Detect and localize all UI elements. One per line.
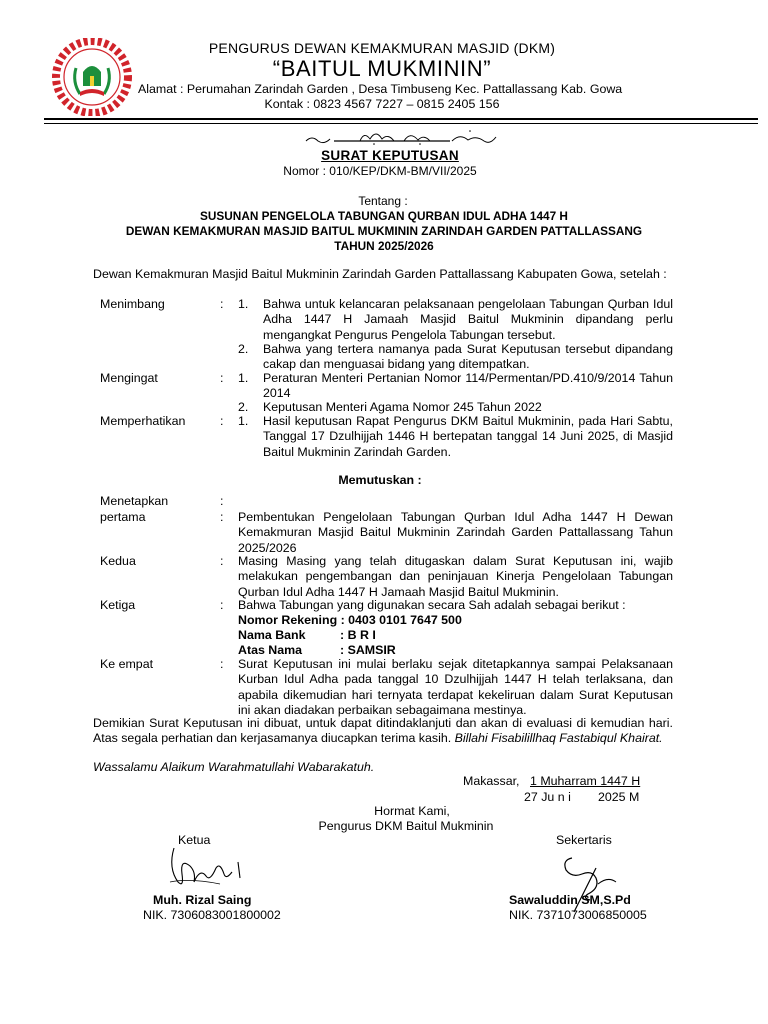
item-number: 1. xyxy=(238,371,249,385)
signer-1-nik: NIK. 7306083001800002 xyxy=(143,908,281,922)
menimbang-item-2: Bahwa yang tertera namanya pada Surat Keputusan tersebut dipandang cakap dan menguasai bidang yang ditempatkan. xyxy=(263,342,673,372)
account-holder-label: Atas Nama xyxy=(238,643,303,657)
basmalah-calligraphy xyxy=(300,125,500,147)
colon: : xyxy=(220,657,224,671)
closing-paragraph xyxy=(93,716,673,747)
hormat-kami: Hormat Kami, xyxy=(374,804,450,818)
colon: : xyxy=(220,598,224,612)
header-divider xyxy=(44,118,758,120)
keempat-text: Surat Keputusan ini mulai berlaku sejak ditetapkannya sampai Pelaksanaan Kurban Idul Adha pada tanggal 10 Dzulhijjah 1447 H telah terlaksana, dan apabila dikemudian hari ternyata terdapat kekeliruan dalam Surat Keputusan ini akan diadakan perbaikan sebagaimana mestinya. xyxy=(238,657,673,718)
account-number: Nomor Rekening : 0403 0101 7647 500 xyxy=(238,613,462,627)
signer-1-name: Muh. Rizal Saing xyxy=(153,893,252,907)
pertama-text: Pembentukan Pengelolaan Tabungan Qurban Idul Adha 1447 H Dewan Kemakmuran Masjid Baitul Mukminin Zarindah Garden Pattallassang Tahun 2025/2026 xyxy=(238,510,673,555)
dkm-logo xyxy=(50,38,134,116)
menimbang-label: Menimbang xyxy=(100,297,165,311)
org-address: Alamat : Perumahan Zarindah Garden , Desa Timbuseng Kec. Pattallassang Kab. Gowa xyxy=(138,82,623,96)
menimbang-item-1: Bahwa untuk kelancaran pelaksanaan pengelolaan Tabungan Qurban Idul Adha 1447 H Jamaah Masjid Baitul Mukminin dipandang perlu mengangkat Pengurus Pengelola Tabungan tersebut. xyxy=(263,297,673,342)
kedua-text: Masing Masing yang telah ditugaskan dalam Surat Keputusan ini, wajib melakukan pengembangan dan peninjauan Kinerja Pengelolaan Tabungan Qurban Idul Adha 1447 H Jamaah Masjid Baitul Mukminin. xyxy=(238,554,673,599)
org-contact: Kontak : 0823 4567 7227 – 0815 2405 156 xyxy=(264,97,500,111)
menetapkan-label: Menetapkan xyxy=(100,494,169,508)
document-title: SURAT KEPUTUSAN xyxy=(321,148,459,163)
signer-2-role: Sekertaris xyxy=(556,833,612,847)
colon: : xyxy=(220,414,224,428)
signoff-org: Pengurus DKM Baitul Mukminin xyxy=(318,819,494,833)
signer-2-nik: NIK. 7371073006850005 xyxy=(509,908,647,922)
memperhatikan-item-1: Hasil keputusan Rapat Pengurus DKM Baitul Mukminin, pada Hari Sabtu, Tanggal 17 Dzulhijjah 1446 H bertepatan tanggal 14 Juni 2025, di Masjid Baitul Mukminin Zarindah Garden. xyxy=(263,414,673,459)
account-holder-value: : SAMSIR xyxy=(340,643,396,657)
org-name: “BAITUL MUKMININ” xyxy=(272,56,492,81)
subject-line-1: SUSUNAN PENGELOLA TABUNGAN QURBAN IDUL ADHA 1447 H xyxy=(200,209,568,223)
ketiga-label: Ketiga xyxy=(100,598,136,612)
signer-2-name: Sawaluddin SM,S.Pd xyxy=(509,893,631,907)
decision-heading: Memutuskan : xyxy=(338,473,422,487)
mengingat-label: Mengingat xyxy=(100,371,158,385)
kedua-label: Kedua xyxy=(100,554,136,568)
keempat-label: Ke empat xyxy=(100,657,154,671)
ketiga-text: Bahwa Tabungan yang digunakan secara Sah adalah sebagai berikut : xyxy=(238,598,626,612)
masehi-year: 2025 M xyxy=(598,790,640,804)
item-number: 2. xyxy=(238,342,249,356)
header-divider-thin xyxy=(44,123,758,124)
colon: : xyxy=(220,510,224,524)
colon: : xyxy=(220,371,224,385)
signer-1-role: Ketua xyxy=(178,833,211,847)
subject-line-2: DEWAN KEMAKMURAN MASJID BAITUL MUKMININ ZARINDAH GARDEN PATTALLASSANG xyxy=(125,224,643,238)
hijri-date: 1 Muharram 1447 H xyxy=(530,774,641,788)
item-number: 2. xyxy=(238,400,249,414)
masehi-date: 27 Ju n i xyxy=(524,790,571,804)
closing-text: Demikian Surat Keputusan ini dibuat, untuk dapat ditindaklanjuti dan akan di evaluasi di kemudian hari. Atas segala perhatian dan kerjasamanya diucapkan terima kasih. xyxy=(93,716,673,746)
item-number: 1. xyxy=(238,297,249,311)
org-heading: PENGURUS DEWAN KEMAKMURAN MASJID (DKM) xyxy=(208,40,556,56)
document-number: Nomor : 010/KEP/DKM-BM/VII/2025 xyxy=(283,164,477,178)
item-number: 1. xyxy=(238,414,249,428)
mengingat-item-1: Peraturan Menteri Pertanian Nomor 114/Permentan/PD.410/9/2014 Tahun 2014 xyxy=(263,371,673,401)
pertama-label: pertama xyxy=(100,510,146,524)
mengingat-item-2: Keputusan Menteri Agama Nomor 245 Tahun 2022 xyxy=(263,400,542,414)
colon: : xyxy=(220,494,224,508)
bank-value: : B R I xyxy=(340,628,376,642)
bank-label: Nama Bank xyxy=(238,628,306,642)
closing-prayer: Billahi Fisabilillhaq Fastabiqul Khairat. xyxy=(454,731,663,746)
colon: : xyxy=(220,297,224,311)
opening-paragraph: Dewan Kemakmuran Masjid Baitul Mukminin Zarindah Garden Pattallassang Kabupaten Gowa, setelah : xyxy=(93,267,667,281)
subject-line-3: TAHUN 2025/2026 xyxy=(334,239,434,253)
closing-salam: Wassalamu Alaikum Warahmatullahi Wabarakatuh. xyxy=(93,760,375,774)
signature-ketua xyxy=(160,838,250,894)
about-label: Tentang : xyxy=(358,194,408,208)
memperhatikan-label: Memperhatikan xyxy=(100,414,186,428)
colon: : xyxy=(220,554,224,568)
place: Makassar, xyxy=(463,774,520,788)
